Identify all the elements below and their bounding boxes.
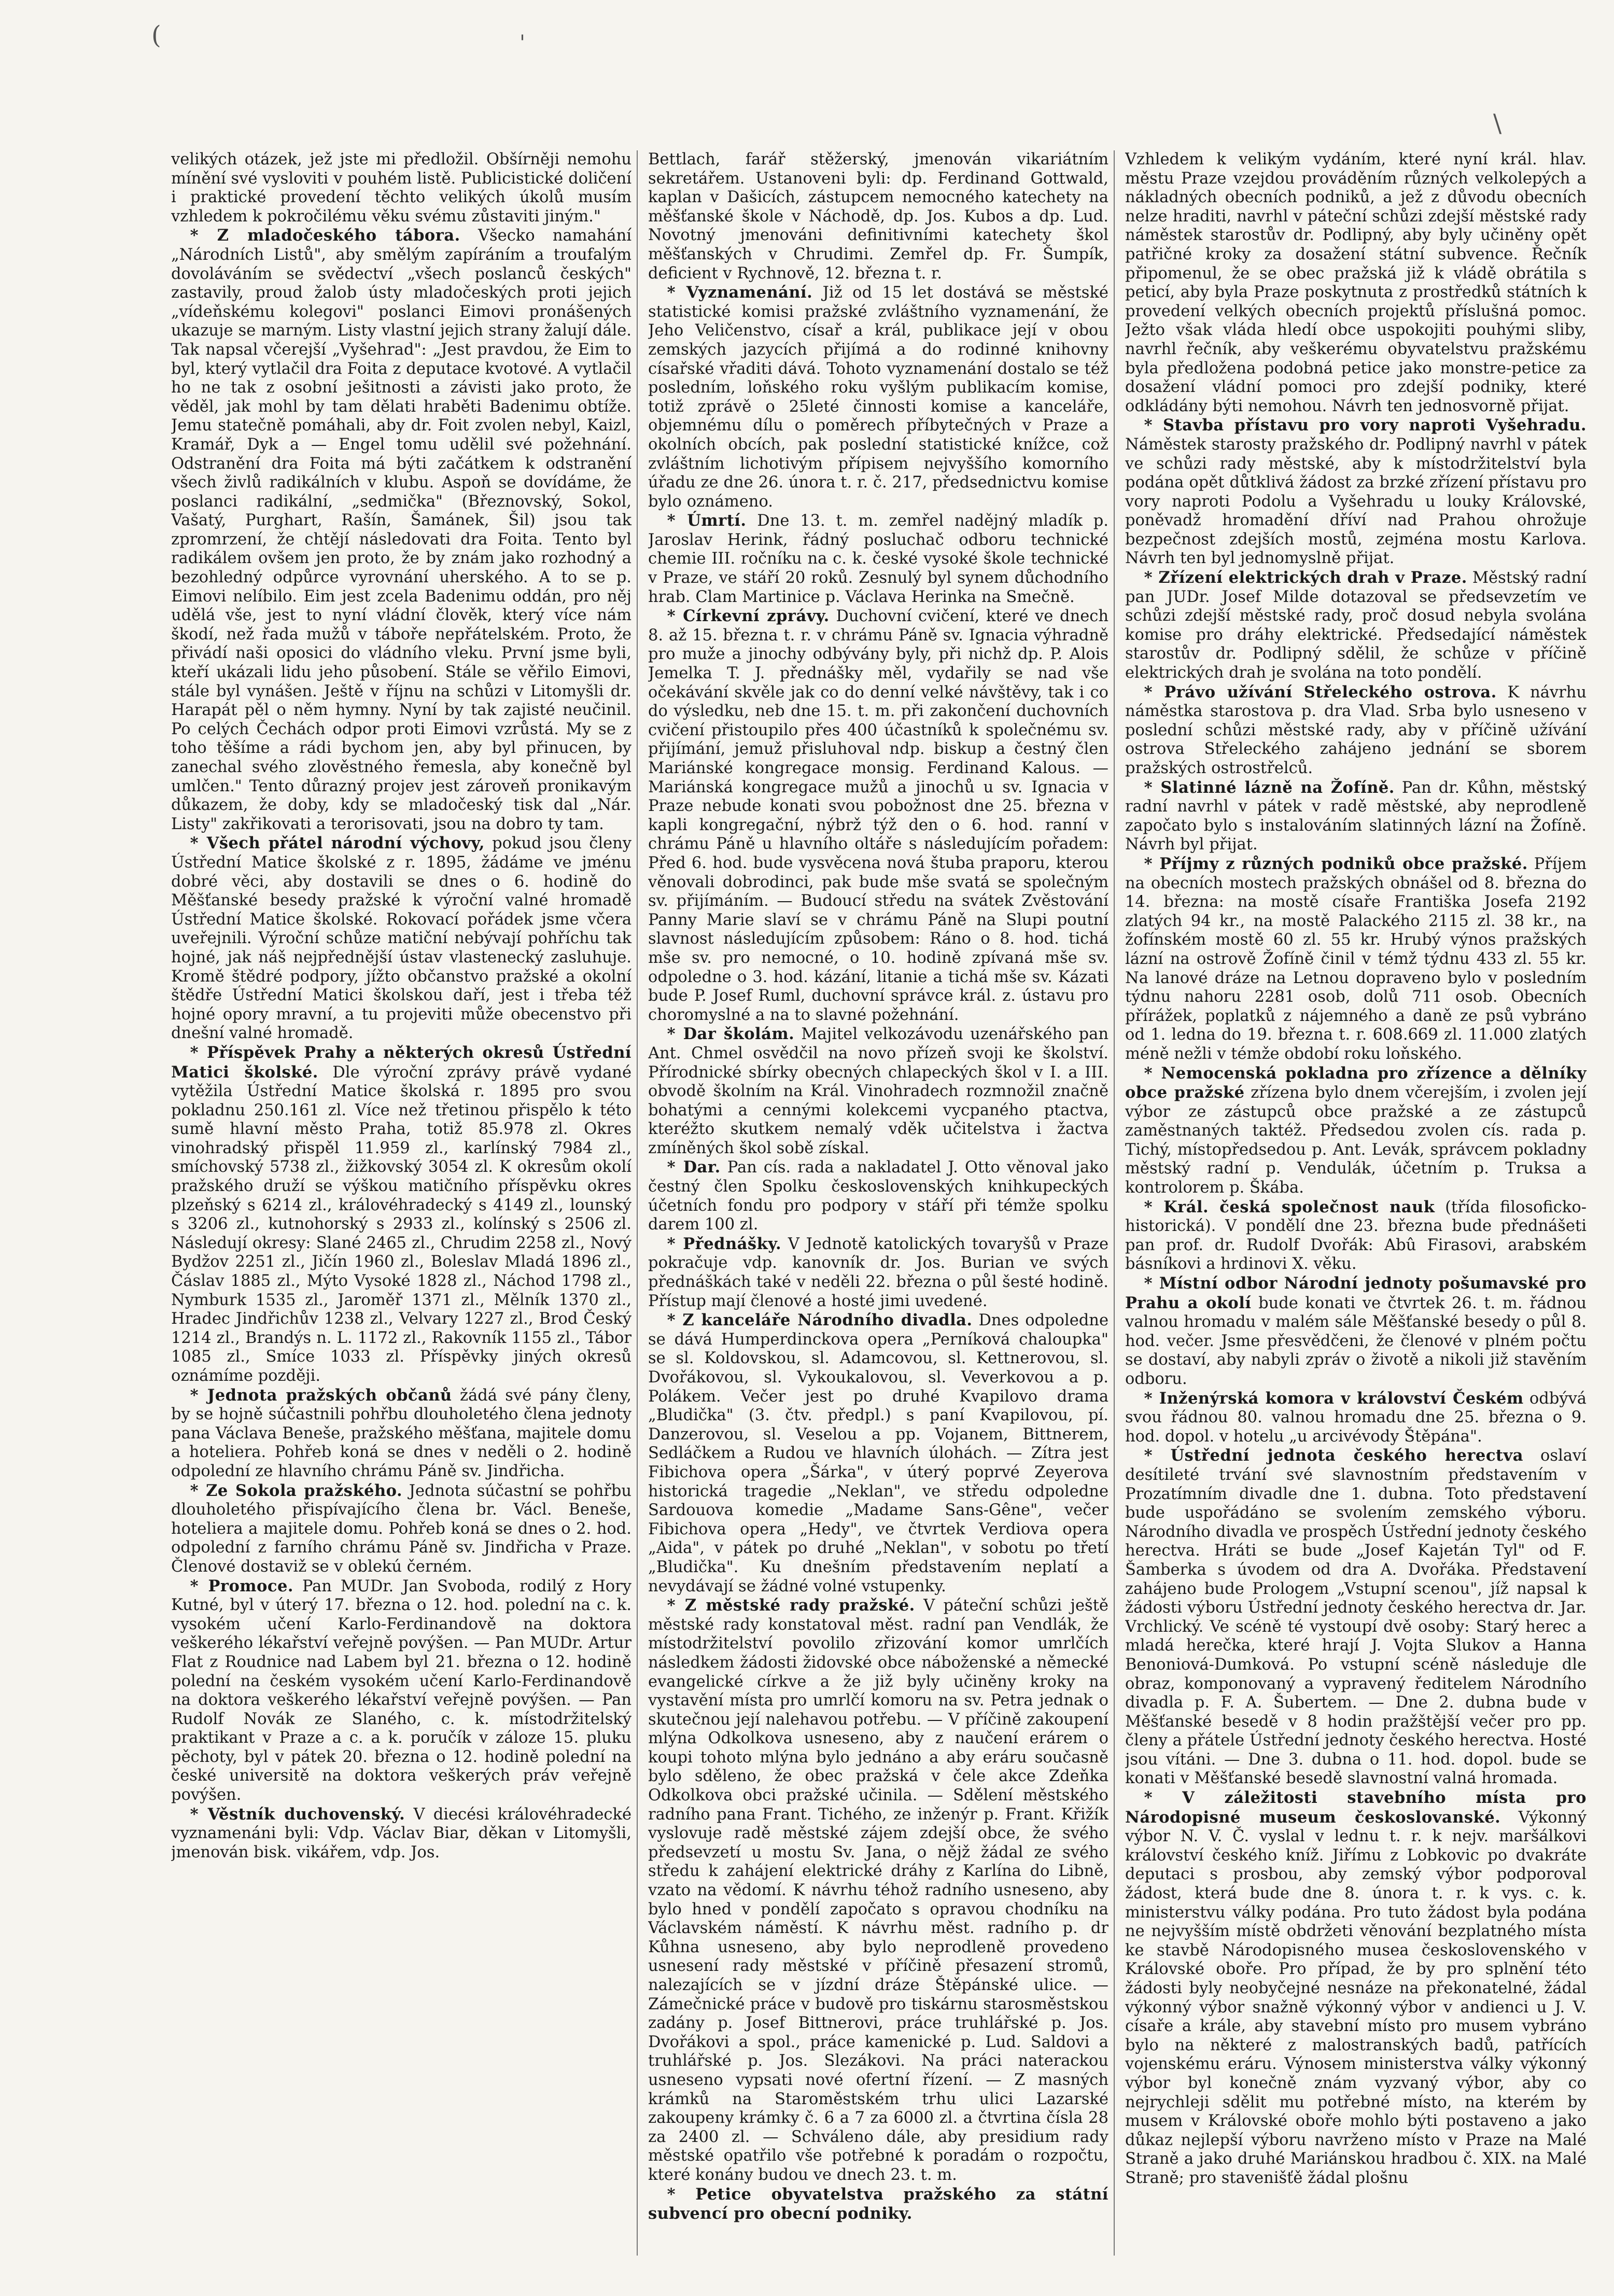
column-3 [1125,150,1592,2256]
article-heading: * Místní odbor Národní jednoty pošumavské pro Prahu a okolí [1125,1274,1587,1312]
article-text: (třída filosoficko-historická). V pondělí dne 23. března bude přednášeti pan prof. dr. Rudolf Dvořák: Abû Firasovi, arabském básníkovi a hrdinovi X. věku. [1125,1198,1587,1273]
article-heading: * Příjmy z různých podniků obce pražské. [1144,854,1528,873]
article-text: oslaví desítileté trvání své slavnostním představením v Prozatímním divadle dne 1. dubna. Toto představení bude uspořádáno se svolením zemského výboru. Národního divadla ve prospěch Ústřední jednoty českého herectva. Hráti se bude „Josef Kajetán Tyl" od F. Šamberka s úvodem od dra A. Dvořáka. Představení zahájeno bude Prologem „Vstupní scenou", jíž napsal k žádosti výboru Ústřední jednoty českého herectva dr. Jar. Vrchlický. Ve scéně té vystoupí dvě osoby: Starý herec a mladá herečka, které hrají J. Vojta Slukov a Hanna Benoniová-Dumková. Po vstupní scéně následuje dle obraz, komponovaný a vypravený ředitelem Národního divadla p. F. A. Šubertem. — Dne 2. dubna bude v Měšťanské besedě v 8 hodin pražštější večer pro pp. členy a přátele Ústřední jednoty českého herectva. Hosté jsou vítáni. — Dne 3. dubna o 11. hod. dopol. bude se konati v Měšťanské besedě slavnostní valná hromada. [1125,1447,1587,1788]
article-paragraph [648,511,1108,607]
article-text: Náměstek starosty pražského dr. Podlipný navrhl v pátek ve schůzi rady městské, aby k místodržitelství byla podána opět důtklivá žádost za brzké zřízení přístavu pro vory naproti Podolu a Vyšehradu u louky Královské, poněvadž hromadění dříví nad Prahou ohrožuje bezpečnost zdejších mostů, zejména mostu Karlova. Návrh ten byl jednomyslně přijat. [1125,435,1587,568]
article-text: Příjem na obecních mostech pražských obnášel od 8. března do 14. března: na mostě císaře Františka Josefa 2192 zlatých 94 kr., na mostě Palackého 2115 zl. 38 kr., na žofínském mostě 60 zl. 55 kr. Hrubý výnos pražských lázní na ostrově Žofíně činil v témž týdnu 433 zl. 55 kr. Na lanové dráze na Letnou dopraveno bylo v posledním týdnu nahoru 2281 osob, dolů 711 osob. Obecních přírážek, poplatků z nájemného a daně ze psů vybráno od 1. ledna do 19. března t. r. 608.669 zl. 11.000 zlatých méně nežli v témže období roku loňského. [1125,855,1587,1063]
article-text: žádá své pány členy, by se hojně súčastnili pohřbu dlouholetého člena jednoty pana Václava Beneše, pražského měšťana, majitele domu a hoteliera. Pohřeb koná se dnes v neděli o 2. hodině odpolední ze hlavního chrámu Páně sv. Jindřicha. [171,1386,631,1480]
article-heading: * Promoce. [190,1576,293,1595]
article-heading: * Dar. [667,1158,721,1177]
article-heading: * Zřízení elektrických drah v Praze. [1144,568,1467,587]
article-columns [171,150,1592,2256]
article-text: V Jednotě katolických tovaryšů v Praze pokračuje vdp. kanovník dr. Jos. Burian ve svých přednáškách také v neděli 22. března o půl šesté hodině. Přístup mají členové a hosté jimi uvedené. [648,1235,1108,1310]
article-heading: * Vyznamenání. [667,283,813,302]
article-text: velikých otázek, jež jste mi předložil. Obšírněji nemohu mínění své vysloviti v pouhém listě. Publicistické doličení i praktické provedení těchto velikých úkolů musím vzhledem k pokročilému věku svému zůstaviti jiným." [171,150,631,226]
article-text: V páteční schůzi ještě městské rady konstatoval měst. radní pan Vendlák, že místodržitelství povolilo zřizování komor umrlčích následkem žádosti židovské obce náboženské a německé evangelické církve a že již byly učiněny kroky na vystavění místa pro umrlčí komoru na sv. Petra jednak o skutečnou její nalehavou potřebu. — V příčině zakoupení mlýna Odkolkova usneseno, aby z naučení erárem o koupi tohoto mlýna bylo jednáno a aby eráru současně bylo sděleno, že obec pražská v čele akce Zdeňka Odkolkova obci pražské učinila. — Sdělení městského radního pana Frant. Tichého, ze inženýr p. Frant. Křižík vyslovuje radě městské zájem zdejší obce, že svého předsevzetí u mostu Sv. Jana, o nějž žádal ze svého středu k zahájení elektrické dráhy z Karlína do Libně, vzato na vědomí. K návrhu téhož radního usneseno, aby bylo hned v pondělí započato s opravou chodníku na Václavském náměstí. K návrhu měst. radního p. dr Kůhna usneseno, aby bylo neprodleně provedeno usnesení rady městské v příčině přesazení stromů, nalezajících se v jízdní dráze Štěpánské ulice. — Zámečnické práce v budově pro tiskárnu starosměstskou zadány p. Josef Bittnerovi, práce truhlářské p. Jos. Dvořákovi a spol., práce kamenické p. Lud. Saldovi a truhlářské p. Jos. Slezákovi. Na práci naterackou usneseno vypsati nové ofertní řízení. — Z masných krámků na Staroměstském trhu ulici Lazarské zakoupeny krámky č. 6 a 7 za 6000 zl. a čtvrtina čísla 28 za 2400 zl. — Schváleno dále, aby presidium rady městské opatřilo vše potřebné k poradám o rozpočtu, které konány budou ve dnech 23. t. m. [648,1597,1108,2184]
article-paragraph [1125,568,1587,683]
article-text: Duchovní cvičení, které ve dnech 8. až 15. března t. r. v chrámu Páně sv. Ignacia výhradně pro muže a jinochy odbývány byly, při nichž dp. P. Alois Jemelka T. J. přednášky měl, vydařily se nad vše očekávání skvěle jak co do denní velké návštěvy, tak i co do výsledku, neb dne 15. t. m. při zakončení duchovních cvičení přistoupilo přes 400 účastníků k společnému sv. přijímání, jemuž přisluhoval ndp. biskup a čestný člen Mariánské kongregace monsig. Ferdinand Kalous. — Mariánská kongregace mužů a jinochů u sv. Ignacia v Praze nebude konati svou pobožnost dne 25. března v kapli kongregační, nýbrž týž den o 6. hod. ranní v chrámu Páně u hlavního oltáře s následujícím pořadem: Před 6. hod. bude vysvěcena nová štuba praporu, kterou věnovali dobrodinci, pak bude mše svatá se společným sv. přijímáním. — Budoucí středu na svátek Zvěstování Panny Marie slaví se v chrámu Páně na Slupi poutní slavnost následujícím způsobem: Ráno o 8. hod. tichá mše sv. pro nemocné, o 10. hodině zpívaná mše sv. odpoledne o 3. hod. kázání, litanie a tichá mše sv. Kázati bude P. Josef Ruml, duchovní správce král. z. ústavu pro choromyslné a na to slavné požehnání. [648,607,1108,1024]
article-heading: * Jednota pražských občanů [190,1385,452,1405]
article-text: Dnes odpoledne se dává Humperdinckova opera „Perníková chaloupka" se sl. Koldovskou, sl. Adamcovou, sl. Kettnerovou, sl. Dvořákovou, sl. Vykoukalovou, sl. Veverkovou a p. Polákem. Večer jest po druhé Kvapilovo drama „Bludička" (3. čtv. předpl.) s paní Kvapilovou, pí. Danzerovou, sl. Veselou a pp. Vojanem, Bittnerem, Sedláčkem a Rudou ve hlavních úlohách. — Zítra jest Fibichova opera „Šárka", v úterý poprvé Zeyerova historická tragedie „Neklan", ve středu odpoledne Sardouova komedie „Madame Sans-Gêne", večer Fibichova opera „Hedy", ve čtvrtek Verdiova opera „Aida", v pátek po druhé „Neklan", v sobotu po třetí „Bludička". Ku dnešním představením neplatí a nevydávají se žádné volné vstupenky. [648,1311,1108,1595]
article-paragraph [171,1577,631,1805]
article-text: bude konati ve čtvrtek 26. t. m. řádnou valnou hromadu v malém sále Měšťanské besedy o půl 8. hod. večer. Jsme přesvědčeni, že členové v plném počtu se dostaví, aby nabyli zpráv o životě a nikoli již stavěním odboru. [1125,1294,1587,1388]
article-paragraph [648,2185,1108,2224]
article-heading: * Petice obyvatelstva pražského za státní subvencí pro obecní podniky. [648,2185,1108,2223]
article-heading: * Přednášky. [667,1234,782,1253]
article-paragraph [171,1481,631,1577]
article-heading: * Církevní zprávy. [667,607,830,626]
article-paragraph [171,226,631,834]
article-paragraph [171,150,631,226]
margin-mark-mid: ' [520,31,525,55]
article-text: Již od 15 let dostává se městské statistické komisi pražské zvláštního vyznamenání, že Jeho Veličenstvo, císař a král, publikace její v obou zemských jazycích přijímá a do rodinné knihovny císařské vřaditi dává. Tohoto vyznamenání dostalo se též posledním, loňského roku vyšlým publikacím komise, totiž zprávě o 25leté činnosti komise a kanceláře, objemnému dílu o poměrech příbytečných v Praze a okolních obcích, pak poslední statistické knížce, což zvláštním lichotivým přípisem nejvyššího komorního úřadu ze dne 26. února t. r. č. 217, předsednictvu komise bylo oznámeno. [648,284,1108,511]
column-1 [171,150,638,2256]
article-paragraph [171,1386,631,1481]
article-heading: * V záležitosti stavebního místa pro Národopisné museum českoslovanské. [1125,1788,1587,1827]
article-heading: * Věstník duchovenský. [190,1804,405,1824]
article-paragraph [1125,416,1587,568]
article-text: V diecési královéhradecké vyznamenáni byli: Vdp. Václav Biar, děkan v Litomyšli, jmenován bisk. vikářem, vdp. Jos. [171,1805,631,1861]
article-text: Dne 13. t. m. zemřel nadějný mladík p. Jaroslav Herink, řádný posluchač odboru technické chemie III. ročníku na c. k. české vysoké škole technické v Praze, ve stáří 20 roků. Zesnulý byl synem důchodního hrab. Clam Martinice p. Václava Herinka na Smečně. [648,512,1108,606]
article-text: K návrhu náměstka starostova p. dra Vlad. Srba bylo usneseno v poslední schůzi městské rady, aby v příčině užívání ostrova Střeleckého zahájeno jednání se sborem pražských ostrostřelců. [1125,683,1587,777]
article-paragraph [1125,855,1587,1064]
article-paragraph [648,1596,1108,2185]
article-paragraph [648,283,1108,511]
article-paragraph [1125,1064,1587,1198]
article-paragraph [648,607,1108,1025]
article-paragraph [171,1043,631,1386]
article-heading: * Slatinné lázně na Žofíně. [1144,778,1395,797]
article-paragraph [1125,1788,1587,2188]
article-paragraph [648,150,1108,283]
article-paragraph [1125,1274,1587,1389]
article-heading: * Všech přátel národní výchovy, [190,834,485,853]
article-text: Majitel velkozávodu uzenářského pan Ant. Chmel osvědčil na novo přízeň svoji ke školství. Přírodnické sbírky obecných chlapeckých škol v I. a III. obvodě školním na Král. Vinohradech rozmnožil značně bohatými a cennými kolekcemi vycpaného ptactva, kteréžto skutkem nemalý vděk učitelstva i žactva zmíněných škol sobě získal. [648,1025,1108,1157]
article-paragraph [1125,683,1587,778]
article-heading: * Dar školám. [667,1025,795,1044]
article-text: Jednota súčastní se pohřbu dlouholetého přispívajícího člena br. Václ. Beneše, hoteliera a majitele domu. Pohřeb koná se dnes o 2. hod. odpolední z farního chrámu Páně sv. Jindřicha v Praze. Členové dostaviž se v oblekú černém. [171,1481,631,1576]
article-heading: * Nemocenská pokladna pro zřízence a dělníky obce pražské [1125,1063,1587,1102]
article-heading: * Ústřední jednota českého herectva [1144,1446,1523,1465]
article-paragraph [648,1158,1108,1234]
article-heading: * Z mladočeského tábora. [190,226,460,245]
article-text: Pan dr. Kůhn, městský radní navrhl v pátek v radě městské, aby neprodleně započato bylo s instalováním slatinných lázní na Žofíně. Návrh byl přijat. [1125,778,1587,854]
article-text: Pan MUDr. Jan Svoboda, rodilý z Hory Kutné, byl v úterý 17. března o 12. hod. polední na c. k. vysokém učení Karlo-Ferdinandově na doktora veškerého lékařství veřejně povýšen. — Pan MUDr. Artur Flat z Roudnice nad Labem byl 21. března o 12. hodině polední na českém vysokém učení Karlo-Ferdinandově na doktora veškerého lékařství veřejně povýšen. — Pan Rudolf Novák ze Slaného, c. k. místodržitelský praktikant v Praze a c. a k. poručík v záloze 15. pluku pěchoty, byl v pátek 20. března o 12. hodině polední na české universitě na doktora veškerých práv veřejně povýšen. [171,1577,631,1804]
article-paragraph [648,1311,1108,1596]
article-text: pokud jsou členy Ústřední Matice školské z r. 1895, žádáme ve jménu dobré věci, aby dostavili se dnes o 6. hodině do Měšťanské besedy pražské k výroční valné hromadě Ústřední Matice školské. Rokovací pořádek jsme včera uveřejnili. Výroční schůze matiční nebývají pohříchu tak hojné, jak náš nejpřednější ústav vlastenecký zasluhuje. Kromě štědré podpory, jížto občanstvo pražské a okolní štědře Ústřední Matici školskou daří, jest i třeba též hojné opory mravní, a tu projeviti může obecenstvo při dnešní valné hromadě. [171,834,631,1043]
article-text: zřízena bylo dnem včerejším, i zvolen její výbor ze zástupců obce pražské a ze zástupců zaměstnaných taktéž. Předsedou zvolen cís. rada p. Tichý, místopředsedou p. Ant. Levák, správcem pokladny městský radní p. Vendulák, účetním p. Truksa a kontrolorem p. Škába. [1125,1084,1587,1197]
article-heading: * Příspěvek Prahy a některých okresů Ústřední Matici školské. [171,1043,631,1082]
article-paragraph [1125,1446,1587,1788]
article-paragraph [1125,1389,1587,1447]
article-heading: * Z kanceláře Národního divadla. [667,1311,973,1330]
article-paragraph [648,1235,1108,1311]
article-paragraph [1125,778,1587,855]
article-paragraph [171,834,631,1043]
column-2 [648,150,1115,2256]
article-heading: * Právo užívání Střeleckého ostrova. [1144,682,1497,702]
article-heading: * Ze Sokola pražského. [190,1481,403,1500]
article-heading: * Stavba přístavu pro vory naproti Vyšehradu. [1144,416,1587,435]
article-text: Výkonný výbor N. V. Č. vyslal v lednu t. r. k nejv. maršálkovi království českého kníž. Jiřímu z Lobkovic po dvakráte deputaci s prosbou, aby zemský výbor podporoval žádost, která bude dne 8. února t. r. k vys. c. k. ministerstvu války podána. Pro tuto žádost byla podána ne nejvyšším místě obdržeti věnování bezplatného místa ke stavbě Národopisného musea československého v Královské oboře. Pro případ, že by pro splnění této žádosti byly neobyčejné nesnáze na překonatelné, žádal výkonný výbor snažně výkonný výbor v andienci u J. V. císaře a krále, aby stavební místo pro musem vybráno bylo na některé z malostranských badů, patřících vojenskému eráru. Výnosem ministerstva války výkonný výbor byl konečně znám vyzvaný výbor, aby co nejrychleji sdělit mu potřebné místo, na kterém by musem v Královské oboře mohlo býti postaveno a jako důkaz nejlepší výboru navrženo místo v Praze na Malé Straně a jako druhé Mariánskou hradbou č. XIX. na Malé Straně; pro stavenišťě žádal plošnu [1125,1808,1587,2187]
article-heading: * Král. česká společnost nauk [1144,1197,1435,1216]
article-paragraph [171,1805,631,1863]
article-text: Bettlach, farář stěžerský, jmenován vikariátním sekretářem. Ustanoveni byli: dp. Ferdinand Gottwald, kaplan v Dašicích, zástupcem nemocného katechety na měšťanské škole v Náchodě, dp. Jos. Kubos a dp. Lud. Novotný jmenováni definitivními katechety škol měšťanských v Chrudimi. Zemřel dp. Fr. Šumpík, deficient v Rychnově, 12. března t. r. [648,150,1108,283]
article-heading: * Úmrtí. [667,511,747,530]
article-text: Všecko namahání „Národních Listů", aby smělým zapíráním a troufalým dovoláváním se svědectví „všech poslanců českých" zastavily, proud žalob ústy mladočeských proti jejich „vídeňskému kolegovi" poslanci Eimovi pronášených ukazuje se marným. Listy vlastní jejich strany žalují dále. Tak napsal včerejší „Vyšehrad": „Jest pravdou, že Eim to byl, který vytlačil dra Foita z deputace kvotové. A vytlačil ho ne tak z osobní ješitnosti a závisti jako proto, že věděl, jak mohl by tam dělati hraběti Badenimu obtíže. Jemu statečně pomáhali, aby dr. Foit zvolen nebyl, Kaizl, Kramář, Dyk a — Engel tomu udělil své požehnání. Odstranění dra Foita má býti začátkem k odstranění všech živlů radikálních v klubu. Aspoň se dovídáme, že poslanci radikální, „sedmička" (Březnovský, Sokol, Vašatý, Purghart, Rašín, Šamánek, Šil) jsou tak zpromrzení, že chtějí následovati dra Foita. Tento byl radikálem ovšem jen proto, že by znám jako rozhodný a bezohledný odpůrce vyrovnání uherského. A to se p. Eimovi nelíbilo. Eim jest zcela Badenimu oddán, pro něj udělá vše, jest to nyní vládní člověk, který více nám škodí, než řada mužů v táboře nepřátelském. Proto, že přivádí naši oposici do vládního vleku. První jsme byli, kteří ukázali lidu jeho působení. Stále se věřilo Eimovi, stále byl vynášen. Ještě v říjnu na schůzi v Litomyšli dr. Harapát pěl o něm hymny. Nyní by tak zajisté neučinil. Po celých Čechách odpor proti Eimovi vzrůstá. My se z toho těšíme a rádi bychom jen, aby byl přinucen, by zanechal svého zlověstného řemesla, aby konečně byl umlčen." Tento důrazný projev jest zároveň pronikavým důkazem, že doby, kdy se mladočeský tisk dal „Nár. Listy" zakřikovati a terorisovati, jsou na dobro ty tam. [171,227,631,833]
article-text: Městský radní pan JUDr. Josef Milde dotazoval se předsevzetím ve schůzi zdejší městské rady, proč dosud nebyla svolána komise pro dráhy elektrické. Předsedající náměstek starostův dr. Podlipný sdělil, že schůze v příčině elektrických drah je svolána na toto pondělí. [1125,569,1587,682]
margin-mark-left: ( [151,21,161,50]
article-text: Vzhledem k velikým vydáním, které nyní král. hlav. městu Praze vzejdou prováděním různých velkolepých a nákladných obecních podniků, a jež z důvodu obecních nelze hraditi, navrhl v páteční schůzi zdejší městské rady náměstek starostův dr. Podlipný, aby byly učiněny opět patřičné kroky za dosažení státní subvence. Řečník připomenul, že se obec pražská již k vládě obrátila s peticí, aby byla Praze poskytnuta z prostředků státních k provedení velkých obecních projektů příslušná pomoc. Ježto však vláda hledí obce uspokojiti pouhými sliby, navrhl řečník, aby veškerému obyvatelstvu pražskému byla předložena podobná petice jako monstre-petice za dosažení vládní pomoci pro zdejší podniky, které odkládány býti nemohou. Návrh ten jednosvorně přijat. [1125,150,1587,415]
article-heading: * Z městské rady pražské. [667,1596,915,1615]
article-paragraph [1125,150,1587,416]
margin-mark-right: \ [1493,109,1502,138]
article-paragraph [648,1025,1108,1158]
article-text: Pan cís. rada a nakladatel J. Otto věnoval jako čestný člen Spolku československých knihkupeckých účetních fondu pro podpory v stáří při témže spolku darem 100 zl. [648,1158,1109,1234]
article-text: Dle výroční zprávy právě vydané vytěžila Ústřední Matice školská r. 1895 pro svou pokladnu 250.161 zl. Více než třetinou přispělo k této sumě hlavní město Praha, totiž 85.978 zl. Okres vinohradský přispěl 11.959 zl., karlínský 7984 zl., smíchovský 5738 zl., žižkovský 3054 zl. K okresům okolí pražského druží se výškou matičního příspěvku okres plzeňský s 6214 zl., královéhradecký s 4149 zl., lounský s 3206 zl., kutnohorský s 2933 zl., kolínský s 2506 zl. Následují okresy: Slané 2465 zl., Chrudim 2258 zl., Nový Bydžov 2251 zl., Jičín 1960 zl., Boleslav Mladá 1896 zl., Čáslav 1885 zl., Mýto Vysoké 1828 zl., Náchod 1798 zl., Nymburk 1535 zl., Jaroměř 1371 zl., Mělník 1370 zl., Hradec Jindřichův 1238 zl., Velvary 1227 zl., Brod Český 1214 zl., Brandýs n. L. 1172 zl., Rakovník 1155 zl., Tábor 1085 zl., Smíce 1033 zl. Příspěvky jiných okresů oznámíme později. [171,1063,631,1385]
article-paragraph [1125,1198,1587,1274]
article-text: odbývá svou řádnou 80. valnou hromadu dne 25. března o 9. hod. dopol. v hotelu „u arcivévody Štěpána". [1125,1389,1587,1446]
article-heading: * Inženýrská komora v království Českém [1144,1389,1524,1408]
